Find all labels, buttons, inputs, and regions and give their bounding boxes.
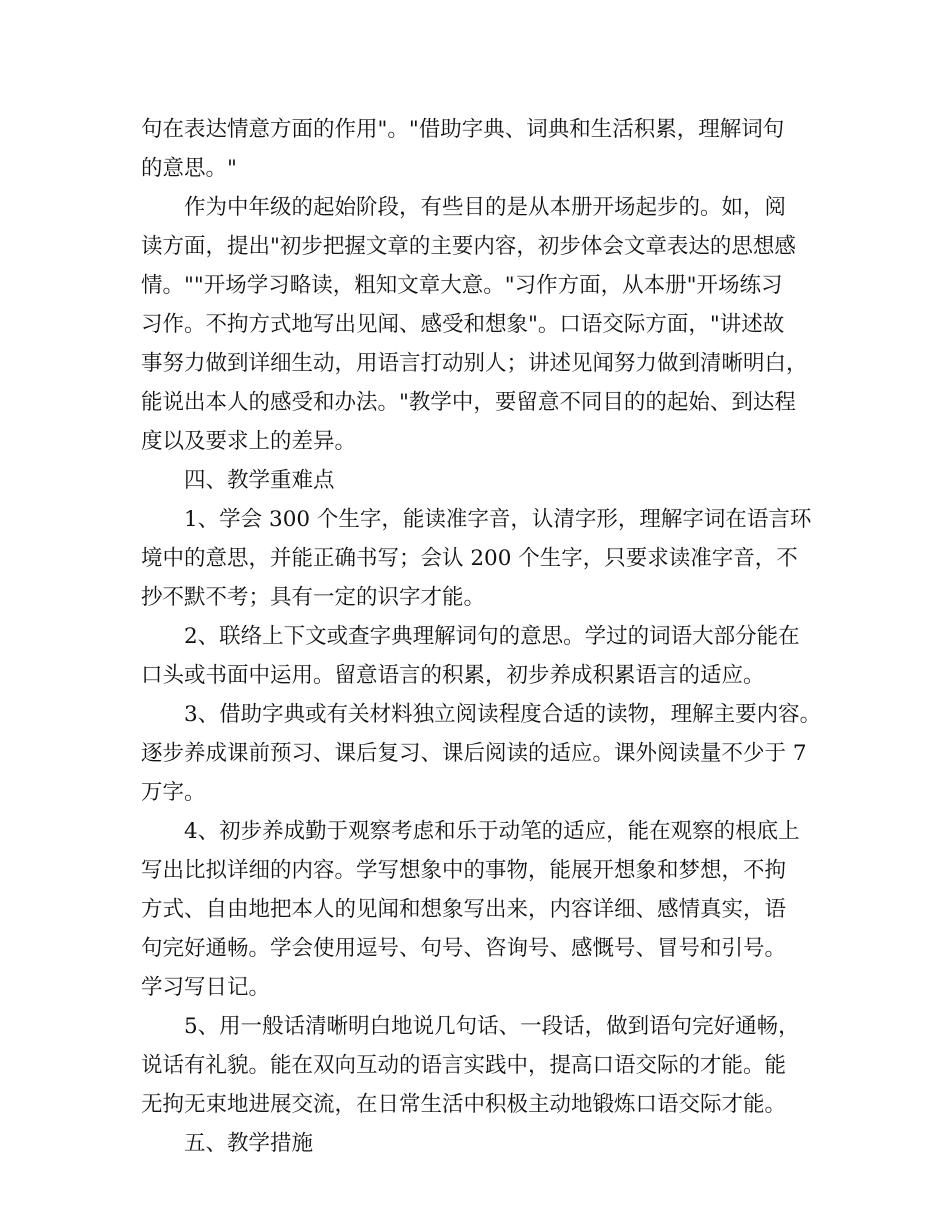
text-line: 学习写日记。	[141, 975, 271, 1000]
text-line: 境中的意思，并能正确书写；会认 200 个生字，只要求读准字音，不	[141, 546, 798, 571]
text-line: 无拘无束地进展交流，在日常生活中积极主动地锻炼口语交际才能。	[141, 1092, 787, 1117]
document-body	[141, 110, 822, 1163]
text-line: 万字。	[141, 780, 206, 805]
text-line: 句完好通畅。学会使用逗号、句号、咨询号、感慨号、冒号和引号。	[141, 936, 787, 961]
paragraph-start-line: 4、初步养成勤于观察考虑和乐于动笔的适应，能在观察的根底上	[184, 819, 800, 844]
section-heading: 四、教学重难点	[184, 468, 335, 493]
text-line: 句在表达情意方面的作用"。"借助字典、词典和生活积累，理解词句	[141, 117, 785, 142]
text-line: 写出比拟详细的内容。学写想象中的事物，能展开想象和梦想，不拘	[141, 858, 787, 883]
paragraph-start-line: 5、用一般话清晰明白地说几句话、一段话，做到语句完好通畅，	[184, 1014, 800, 1039]
text-line: 逐步养成课前预习、课后复习、课后阅读的适应。课外阅读量不少于 7	[141, 741, 807, 766]
section-heading: 五、教学措施	[184, 1131, 314, 1156]
text-line: 事努力做到详细生动，用语言打动别人；讲述见闻努力做到清晰明白，	[141, 351, 808, 376]
text-line: 度以及要求上的差异。	[141, 429, 357, 454]
paragraph-start-line: 2、联络上下文或查字典理解词句的意思。学过的词语大部分能在	[184, 624, 800, 649]
text-line: 习作。不拘方式地写出见闻、感受和想象"。口语交际方面，"讲述故	[141, 312, 785, 337]
text-line: 情。""开场学习略读，粗知文章大意。"习作方面，从本册"开场练习	[141, 273, 783, 298]
paragraph-start-line: 1、学会 300 个生字，能读准字音，认清字形，理解字词在语言环	[184, 507, 812, 532]
text-line: 说话有礼貌。能在双向互动的语言实践中，提高口语交际的才能。能	[141, 1053, 787, 1078]
text-line: 的意思。"	[141, 156, 237, 181]
text-line: 抄不默不考；具有一定的识字才能。	[141, 585, 486, 610]
paragraph-start-line: 作为中年级的起始阶段，有些目的是从本册开场起步的。如，阅	[184, 195, 787, 220]
text-line: 能说出本人的感受和办法。"教学中，要留意不同目的的起始、到达程	[141, 390, 796, 415]
text-line: 方式、自由地把本人的见闻和想象写出来，内容详细、感情真实，语	[141, 897, 787, 922]
paragraph-start-line: 3、借助字典或有关材料独立阅读程度合适的读物，理解主要内容。	[184, 702, 822, 727]
text-line: 读方面，提出"初步把握文章的主要内容，初步体会文章表达的思想感	[141, 234, 796, 259]
text-line: 口头或书面中运用。留意语言的积累，初步养成积累语言的适应。	[141, 663, 765, 688]
